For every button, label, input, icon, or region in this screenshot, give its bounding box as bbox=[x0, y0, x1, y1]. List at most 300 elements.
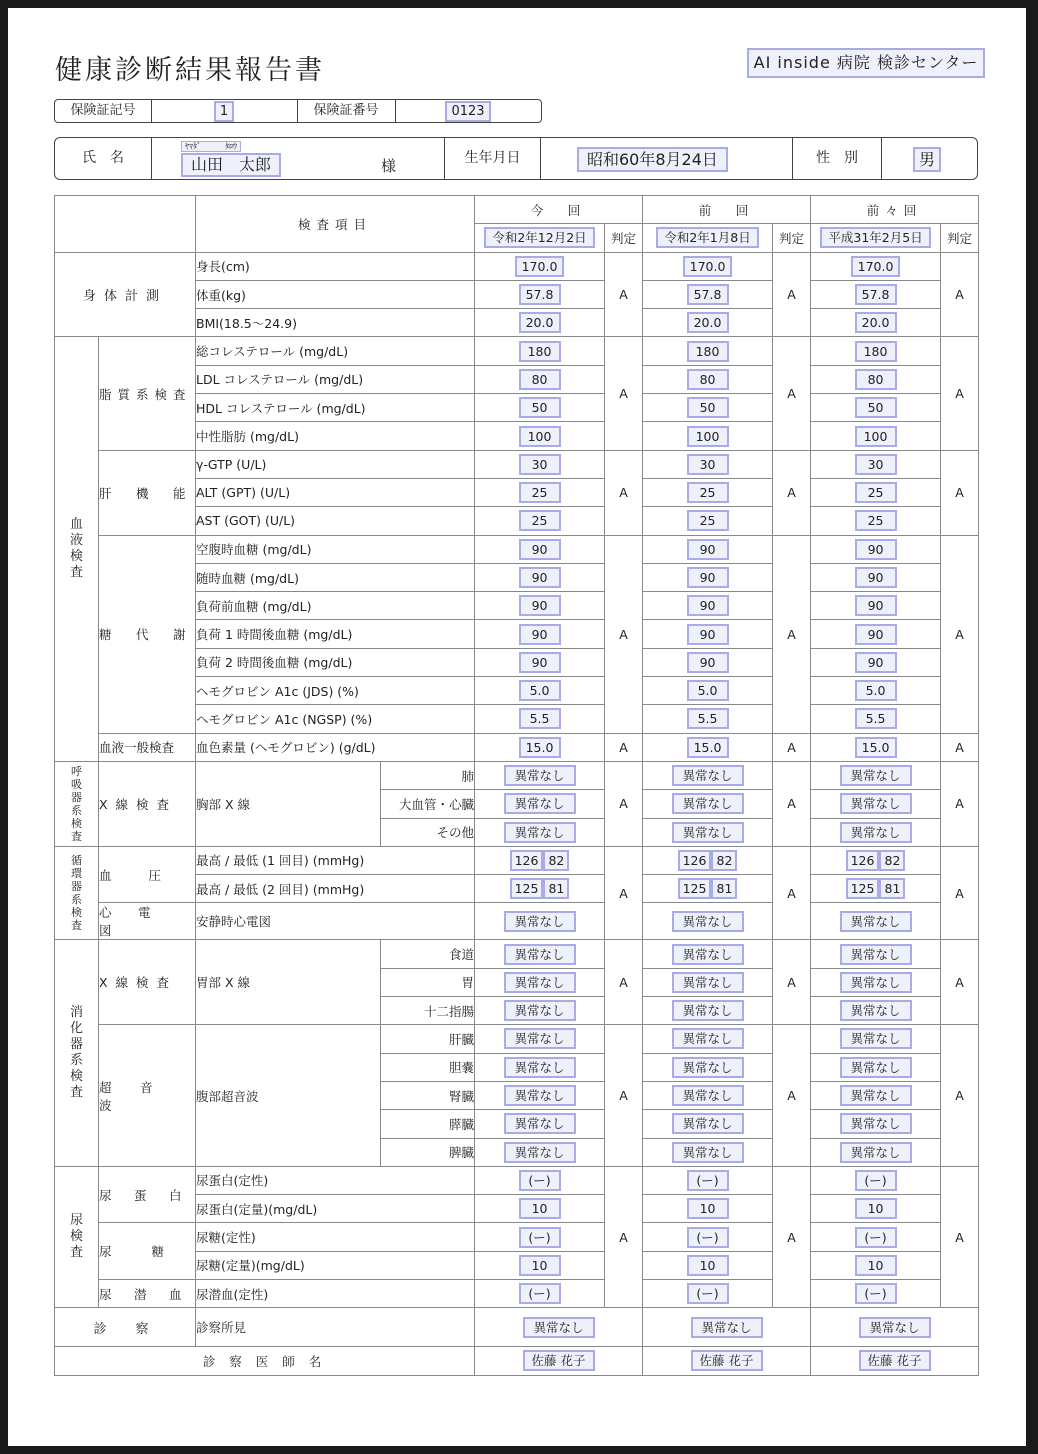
judgement: A bbox=[941, 535, 979, 733]
judgement: A bbox=[605, 252, 643, 337]
chest-aorta-value: 異常なし bbox=[504, 793, 576, 814]
organ-liver: 肝臓 bbox=[381, 1025, 475, 1053]
doctor-cell bbox=[811, 1347, 979, 1375]
table-row bbox=[55, 1308, 979, 1347]
us-spleen-cell bbox=[643, 1138, 773, 1166]
us-pancreas-cell bbox=[811, 1110, 941, 1138]
judgement: A bbox=[941, 450, 979, 535]
us-kidney-value: 異常なし bbox=[504, 1085, 576, 1106]
organ-gb: 胆嚢 bbox=[381, 1053, 475, 1081]
doctor-cell bbox=[643, 1347, 811, 1375]
chest-other-value: 異常なし bbox=[672, 822, 744, 843]
height-value: 170.0 bbox=[515, 256, 565, 277]
item-ast: AST (GOT) (U/L) bbox=[196, 507, 475, 535]
name-kana bbox=[181, 141, 241, 152]
judgement: A bbox=[773, 1025, 811, 1166]
ldl-cell-p2 bbox=[811, 365, 941, 393]
up_n-value: 10 bbox=[519, 1198, 561, 1219]
item-a1c_ngsp: ヘモグロビン A1c (NGSP) (%) bbox=[196, 705, 475, 733]
ecg-cell bbox=[643, 903, 773, 940]
us_q-value: (ー) bbox=[519, 1227, 561, 1248]
item-fbs: 空腹時血糖 (mg/dL) bbox=[196, 535, 475, 563]
pre-cell-p1 bbox=[643, 592, 773, 620]
pre-value: 90 bbox=[519, 595, 561, 616]
stomach-esoph-cell bbox=[475, 940, 605, 968]
bmi-cell-p0 bbox=[475, 309, 605, 337]
height-cell-p0 bbox=[475, 252, 605, 280]
dob-label: 生年月日 bbox=[444, 138, 541, 179]
us-kidney-value: 異常なし bbox=[840, 1085, 912, 1106]
a1c_jds-value: 5.0 bbox=[519, 680, 561, 701]
us_q-value: (ー) bbox=[855, 1227, 897, 1248]
tchol-value: 180 bbox=[855, 341, 897, 362]
ast-cell-p2 bbox=[811, 507, 941, 535]
us-spleen-cell bbox=[811, 1138, 941, 1166]
up_n-cell-p1 bbox=[643, 1195, 773, 1223]
item-alt: ALT (GPT) (U/L) bbox=[196, 478, 475, 506]
bp2-systolic: 125 bbox=[510, 878, 544, 899]
hb-value: 15.0 bbox=[687, 737, 729, 758]
stomach-esoph-value: 異常なし bbox=[840, 944, 912, 965]
bp1-cell bbox=[475, 846, 605, 874]
item-up_n: 尿蛋白(定量)(mg/dL) bbox=[196, 1195, 475, 1223]
ldl-cell-p1 bbox=[643, 365, 773, 393]
ggtp-cell-p2 bbox=[811, 450, 941, 478]
table-row bbox=[55, 846, 979, 874]
doctor-label: 診 察 医 師 名 bbox=[55, 1347, 475, 1375]
up_n-value: 10 bbox=[687, 1198, 729, 1219]
tchol-cell-p1 bbox=[643, 337, 773, 365]
tg-cell-p2 bbox=[811, 422, 941, 450]
insurance-symbol-value: 1 bbox=[214, 101, 234, 122]
judgement: A bbox=[605, 450, 643, 535]
header-date-cell bbox=[811, 224, 941, 252]
item-hdl: HDL コレステロール (mg/dL) bbox=[196, 394, 475, 422]
section-blood-label: 血液検査 bbox=[69, 517, 83, 581]
a1c_jds-cell-p2 bbox=[811, 677, 941, 705]
bp1-diastolic: 82 bbox=[711, 850, 737, 871]
organ-spleen: 脾臓 bbox=[381, 1138, 475, 1166]
us-gb-cell bbox=[475, 1053, 605, 1081]
weight-cell-p2 bbox=[811, 280, 941, 308]
ast-value: 25 bbox=[519, 510, 561, 531]
stomach-stomach-cell bbox=[475, 968, 605, 996]
header-period: 前々回 bbox=[811, 196, 979, 224]
header-period: 前 回 bbox=[643, 196, 811, 224]
stomach-duod-value: 異常なし bbox=[672, 1000, 744, 1021]
ggtp-value: 30 bbox=[519, 454, 561, 475]
ub_q-cell-p0 bbox=[475, 1279, 605, 1307]
ldl-cell-p0 bbox=[475, 365, 605, 393]
item-bmi: BMI(18.5〜24.9) bbox=[196, 309, 475, 337]
a1c_ngsp-cell-p0 bbox=[475, 705, 605, 733]
item-abd-us: 腹部超音波 bbox=[196, 1025, 381, 1166]
group-u_sugar: 尿 糖 bbox=[99, 1223, 196, 1280]
ecg-value: 異常なし bbox=[840, 911, 912, 932]
judgement: A bbox=[605, 940, 643, 1025]
stomach-esoph-value: 異常なし bbox=[672, 944, 744, 965]
us_q-value: (ー) bbox=[687, 1227, 729, 1248]
chest-aorta-value: 異常なし bbox=[840, 793, 912, 814]
exam-value: 異常なし bbox=[859, 1317, 931, 1338]
group-ecg: 心 電 図 bbox=[99, 903, 196, 940]
item-h2: 負荷 2 時間後血糖 (mg/dL) bbox=[196, 648, 475, 676]
table-row bbox=[55, 1223, 979, 1251]
table-row bbox=[55, 535, 979, 563]
weight-cell-p0 bbox=[475, 280, 605, 308]
rbs-value: 90 bbox=[687, 567, 729, 588]
insurance-number-label: 保険証番号 bbox=[297, 100, 396, 122]
item-bp1: 最高 / 最低 (1 回目) (mmHg) bbox=[196, 846, 475, 874]
group-u_protein: 尿 蛋 白 bbox=[99, 1166, 196, 1223]
group-xray-chest: X 線 検 査 bbox=[99, 761, 196, 846]
hb-value: 15.0 bbox=[855, 737, 897, 758]
us_q-cell-p1 bbox=[643, 1223, 773, 1251]
hdl-cell-p1 bbox=[643, 394, 773, 422]
exam-cell bbox=[475, 1308, 643, 1347]
ast-cell-p0 bbox=[475, 507, 605, 535]
organ-pancreas: 膵臓 bbox=[381, 1110, 475, 1138]
judgement: A bbox=[941, 1025, 979, 1166]
header-date: 令和2年12月2日 bbox=[484, 227, 594, 248]
chest-lung-cell bbox=[643, 761, 773, 789]
hb-cell-p2 bbox=[811, 733, 941, 761]
report-page bbox=[8, 8, 1026, 1446]
pre-value: 90 bbox=[855, 595, 897, 616]
judgement: A bbox=[605, 337, 643, 450]
stomach-stomach-value: 異常なし bbox=[840, 972, 912, 993]
bp2-cell bbox=[475, 875, 605, 903]
tg-cell-p1 bbox=[643, 422, 773, 450]
us-liver-value: 異常なし bbox=[840, 1028, 912, 1049]
ecg-cell bbox=[811, 903, 941, 940]
us-pancreas-value: 異常なし bbox=[840, 1113, 912, 1134]
chest-lung-cell bbox=[475, 761, 605, 789]
alt-value: 25 bbox=[855, 482, 897, 503]
table-row bbox=[55, 450, 979, 478]
up_n-cell-p2 bbox=[811, 1195, 941, 1223]
insurance-symbol-cell bbox=[151, 100, 298, 122]
group-bp: 血 圧 bbox=[99, 846, 196, 903]
bmi-value: 20.0 bbox=[519, 312, 561, 333]
organ-kidney: 腎臓 bbox=[381, 1081, 475, 1109]
bp2-cell bbox=[643, 875, 773, 903]
judgement: A bbox=[605, 733, 643, 761]
item-tchol: 総コレステロール (mg/dL) bbox=[196, 337, 475, 365]
us-liver-value: 異常なし bbox=[672, 1028, 744, 1049]
h1-value: 90 bbox=[519, 624, 561, 645]
h2-value: 90 bbox=[519, 652, 561, 673]
weight-value: 57.8 bbox=[687, 284, 729, 305]
section-blood bbox=[55, 337, 99, 761]
exam-cell bbox=[811, 1308, 979, 1347]
ggtp-value: 30 bbox=[855, 454, 897, 475]
up_q-value: (ー) bbox=[519, 1170, 561, 1191]
stomach-duod-cell bbox=[475, 997, 605, 1025]
us-kidney-value: 異常なし bbox=[672, 1085, 744, 1106]
judgement: A bbox=[605, 535, 643, 733]
pre-value: 90 bbox=[687, 595, 729, 616]
judgement: A bbox=[773, 846, 811, 940]
section-exam: 診 察 bbox=[55, 1308, 196, 1347]
item-a1c_jds: ヘモグロビン A1c (JDS) (%) bbox=[196, 677, 475, 705]
tg-value: 100 bbox=[519, 426, 561, 447]
bp2-cell bbox=[811, 875, 941, 903]
chest-other-value: 異常なし bbox=[840, 822, 912, 843]
ldl-value: 80 bbox=[519, 369, 561, 390]
header-judge: 判定 bbox=[941, 224, 979, 252]
us-pancreas-cell bbox=[643, 1110, 773, 1138]
bmi-cell-p1 bbox=[643, 309, 773, 337]
header-date: 平成31年2月5日 bbox=[820, 227, 930, 248]
fbs-cell-p1 bbox=[643, 535, 773, 563]
item-us_q: 尿糖(定性) bbox=[196, 1223, 475, 1251]
us-gb-cell bbox=[643, 1053, 773, 1081]
sex-label: 性 別 bbox=[792, 138, 882, 179]
bp1-systolic: 126 bbox=[846, 850, 880, 871]
stomach-stomach-value: 異常なし bbox=[672, 972, 744, 993]
table-row bbox=[55, 940, 979, 968]
judgement: A bbox=[605, 846, 643, 940]
results-table bbox=[54, 195, 979, 1376]
hdl-value: 50 bbox=[687, 397, 729, 418]
doctor-name: 佐藤 花子 bbox=[691, 1350, 763, 1371]
doctor-name: 佐藤 花子 bbox=[859, 1350, 931, 1371]
table-row bbox=[55, 761, 979, 789]
bmi-value: 20.0 bbox=[855, 312, 897, 333]
section-circ-label: 循環器系検査 bbox=[71, 854, 82, 933]
item-rbs: 随時血糖 (mg/dL) bbox=[196, 563, 475, 591]
tchol-value: 180 bbox=[519, 341, 561, 362]
stomach-stomach-cell bbox=[811, 968, 941, 996]
insurance-number-value: 0123 bbox=[445, 101, 490, 122]
item-height: 身長(cm) bbox=[196, 252, 475, 280]
item-up_q: 尿蛋白(定性) bbox=[196, 1166, 475, 1194]
item-ub_q: 尿潜血(定性) bbox=[196, 1279, 475, 1307]
height-cell-p2 bbox=[811, 252, 941, 280]
section-digest bbox=[55, 940, 99, 1166]
patient-box bbox=[54, 137, 978, 180]
bp2-diastolic: 81 bbox=[711, 878, 737, 899]
h1-value: 90 bbox=[855, 624, 897, 645]
bp1-cell bbox=[811, 846, 941, 874]
h1-cell-p1 bbox=[643, 620, 773, 648]
stomach-stomach-value: 異常なし bbox=[504, 972, 576, 993]
bp2-systolic: 125 bbox=[678, 878, 712, 899]
organ-lung: 肺 bbox=[381, 761, 475, 789]
judgement: A bbox=[773, 761, 811, 846]
judgement: A bbox=[941, 940, 979, 1025]
us-liver-cell bbox=[811, 1025, 941, 1053]
tg-value: 100 bbox=[855, 426, 897, 447]
us-spleen-value: 異常なし bbox=[504, 1142, 576, 1163]
us-liver-value: 異常なし bbox=[504, 1028, 576, 1049]
judgement: A bbox=[605, 1166, 643, 1307]
item-ecg: 安静時心電図 bbox=[196, 903, 475, 940]
stomach-duod-cell bbox=[811, 997, 941, 1025]
header-date-cell bbox=[475, 224, 605, 252]
hospital-name: AI inside 病院 検診センター bbox=[747, 48, 985, 78]
alt-value: 25 bbox=[519, 482, 561, 503]
us-pancreas-value: 異常なし bbox=[504, 1113, 576, 1134]
us-liver-cell bbox=[475, 1025, 605, 1053]
item-ldl: LDL コレステロール (mg/dL) bbox=[196, 365, 475, 393]
judgement: A bbox=[773, 733, 811, 761]
us_q-cell-p0 bbox=[475, 1223, 605, 1251]
chest-aorta-cell bbox=[811, 790, 941, 818]
us-gb-value: 異常なし bbox=[672, 1057, 744, 1078]
judgement: A bbox=[941, 846, 979, 940]
h1-cell-p2 bbox=[811, 620, 941, 648]
ast-cell-p1 bbox=[643, 507, 773, 535]
table-row bbox=[55, 1025, 979, 1053]
bmi-cell-p2 bbox=[811, 309, 941, 337]
section-urine bbox=[55, 1166, 99, 1307]
organ-duod: 十二指腸 bbox=[381, 997, 475, 1025]
alt-cell-p2 bbox=[811, 478, 941, 506]
ggtp-cell-p0 bbox=[475, 450, 605, 478]
tchol-value: 180 bbox=[687, 341, 729, 362]
item-ggtp: γ-GTP (U/L) bbox=[196, 450, 475, 478]
ub_q-value: (ー) bbox=[855, 1283, 897, 1304]
judgement: A bbox=[941, 733, 979, 761]
h2-value: 90 bbox=[855, 652, 897, 673]
pre-cell-p2 bbox=[811, 592, 941, 620]
section-resp bbox=[55, 761, 99, 846]
section-urine-label: 尿検査 bbox=[69, 1213, 83, 1261]
us_n-value: 10 bbox=[687, 1255, 729, 1276]
hb-value: 15.0 bbox=[519, 737, 561, 758]
up_n-cell-p0 bbox=[475, 1195, 605, 1223]
a1c_jds-value: 5.0 bbox=[687, 680, 729, 701]
us-liver-cell bbox=[643, 1025, 773, 1053]
up_n-value: 10 bbox=[855, 1198, 897, 1219]
name-kana-sei: ﾔﾏﾀﾞ bbox=[185, 142, 201, 151]
chest-other-cell bbox=[643, 818, 773, 846]
name-kana-mei: ﾀﾛｳ bbox=[225, 142, 237, 151]
header-item: 検査項目 bbox=[196, 196, 475, 253]
ast-value: 25 bbox=[687, 510, 729, 531]
fbs-cell-p2 bbox=[811, 535, 941, 563]
item-exam: 診察所見 bbox=[196, 1308, 475, 1347]
a1c_jds-cell-p1 bbox=[643, 677, 773, 705]
ggtp-value: 30 bbox=[687, 454, 729, 475]
section-circ bbox=[55, 846, 99, 940]
judgement: A bbox=[605, 1025, 643, 1166]
item-h1: 負荷 1 時間後血糖 (mg/dL) bbox=[196, 620, 475, 648]
us-spleen-value: 異常なし bbox=[672, 1142, 744, 1163]
judgement: A bbox=[773, 1166, 811, 1307]
chest-other-cell bbox=[475, 818, 605, 846]
stomach-esoph-cell bbox=[811, 940, 941, 968]
ub_q-value: (ー) bbox=[687, 1283, 729, 1304]
tg-value: 100 bbox=[687, 426, 729, 447]
hdl-cell-p2 bbox=[811, 394, 941, 422]
exam-value: 異常なし bbox=[691, 1317, 763, 1338]
us_q-cell-p2 bbox=[811, 1223, 941, 1251]
group-xray-stomach: X 線 検 査 bbox=[99, 940, 196, 1025]
rbs-value: 90 bbox=[855, 567, 897, 588]
table-row bbox=[55, 337, 979, 365]
header-judge: 判定 bbox=[605, 224, 643, 252]
pre-cell-p0 bbox=[475, 592, 605, 620]
organ-esoph: 食道 bbox=[381, 940, 475, 968]
stomach-duod-value: 異常なし bbox=[840, 1000, 912, 1021]
us-gb-cell bbox=[811, 1053, 941, 1081]
name-honorific: 様 bbox=[381, 157, 397, 175]
fbs-value: 90 bbox=[855, 539, 897, 560]
bmi-value: 20.0 bbox=[687, 312, 729, 333]
hb-cell-p1 bbox=[643, 733, 773, 761]
us-pancreas-cell bbox=[475, 1110, 605, 1138]
chest-other-cell bbox=[811, 818, 941, 846]
us_n-cell-p0 bbox=[475, 1251, 605, 1279]
up_q-cell-p1 bbox=[643, 1166, 773, 1194]
us_n-value: 10 bbox=[519, 1255, 561, 1276]
section-body: 身体計測 bbox=[55, 252, 196, 337]
section-resp-label: 呼吸器系検査 bbox=[71, 764, 82, 843]
exam-value: 異常なし bbox=[523, 1317, 595, 1338]
us_n-cell-p1 bbox=[643, 1251, 773, 1279]
chest-aorta-cell bbox=[475, 790, 605, 818]
us-pancreas-value: 異常なし bbox=[672, 1113, 744, 1134]
table-row bbox=[55, 1166, 979, 1194]
us-kidney-cell bbox=[811, 1081, 941, 1109]
us-kidney-cell bbox=[475, 1081, 605, 1109]
section-digest-label: 消化器系検査 bbox=[69, 1005, 83, 1101]
a1c_ngsp-cell-p2 bbox=[811, 705, 941, 733]
rbs-cell-p2 bbox=[811, 563, 941, 591]
table-row bbox=[55, 903, 979, 940]
height-cell-p1 bbox=[643, 252, 773, 280]
insurance-box bbox=[54, 99, 542, 123]
a1c_ngsp-value: 5.5 bbox=[687, 708, 729, 729]
item-bp2: 最高 / 最低 (2 回目) (mmHg) bbox=[196, 875, 475, 903]
group-us: 超 音 波 bbox=[99, 1025, 196, 1166]
header-date: 令和2年1月8日 bbox=[656, 227, 758, 248]
rbs-value: 90 bbox=[519, 567, 561, 588]
hdl-value: 50 bbox=[519, 397, 561, 418]
group-sugar: 糖 代 謝 bbox=[99, 535, 196, 733]
stomach-esoph-cell bbox=[643, 940, 773, 968]
a1c_jds-value: 5.0 bbox=[855, 680, 897, 701]
name-label: 氏 名 bbox=[55, 138, 152, 179]
item-hb: 血色素量 (ヘモグロビン) (g/dL) bbox=[196, 733, 475, 761]
item-chest-xray: 胸部 X 線 bbox=[196, 761, 381, 846]
judgement: A bbox=[941, 1166, 979, 1307]
judgement: A bbox=[773, 450, 811, 535]
dob-value: 昭和60年8月24日 bbox=[577, 147, 728, 172]
page-title: 健康診断結果報告書 bbox=[55, 55, 325, 86]
judgement: A bbox=[773, 337, 811, 450]
up_q-cell-p0 bbox=[475, 1166, 605, 1194]
ggtp-cell-p1 bbox=[643, 450, 773, 478]
organ-other: その他 bbox=[381, 818, 475, 846]
tg-cell-p0 bbox=[475, 422, 605, 450]
hdl-cell-p0 bbox=[475, 394, 605, 422]
ecg-value: 異常なし bbox=[672, 911, 744, 932]
us-spleen-cell bbox=[475, 1138, 605, 1166]
h2-cell-p1 bbox=[643, 648, 773, 676]
item-pre: 負荷前血糖 (mg/dL) bbox=[196, 592, 475, 620]
table-header-row bbox=[55, 196, 979, 224]
judgement: A bbox=[941, 761, 979, 846]
group-u_blood: 尿 潜 血 bbox=[99, 1279, 196, 1307]
table-row bbox=[55, 252, 979, 280]
ecg-value: 異常なし bbox=[504, 911, 576, 932]
bp1-diastolic: 82 bbox=[543, 850, 569, 871]
ecg-cell bbox=[475, 903, 605, 940]
